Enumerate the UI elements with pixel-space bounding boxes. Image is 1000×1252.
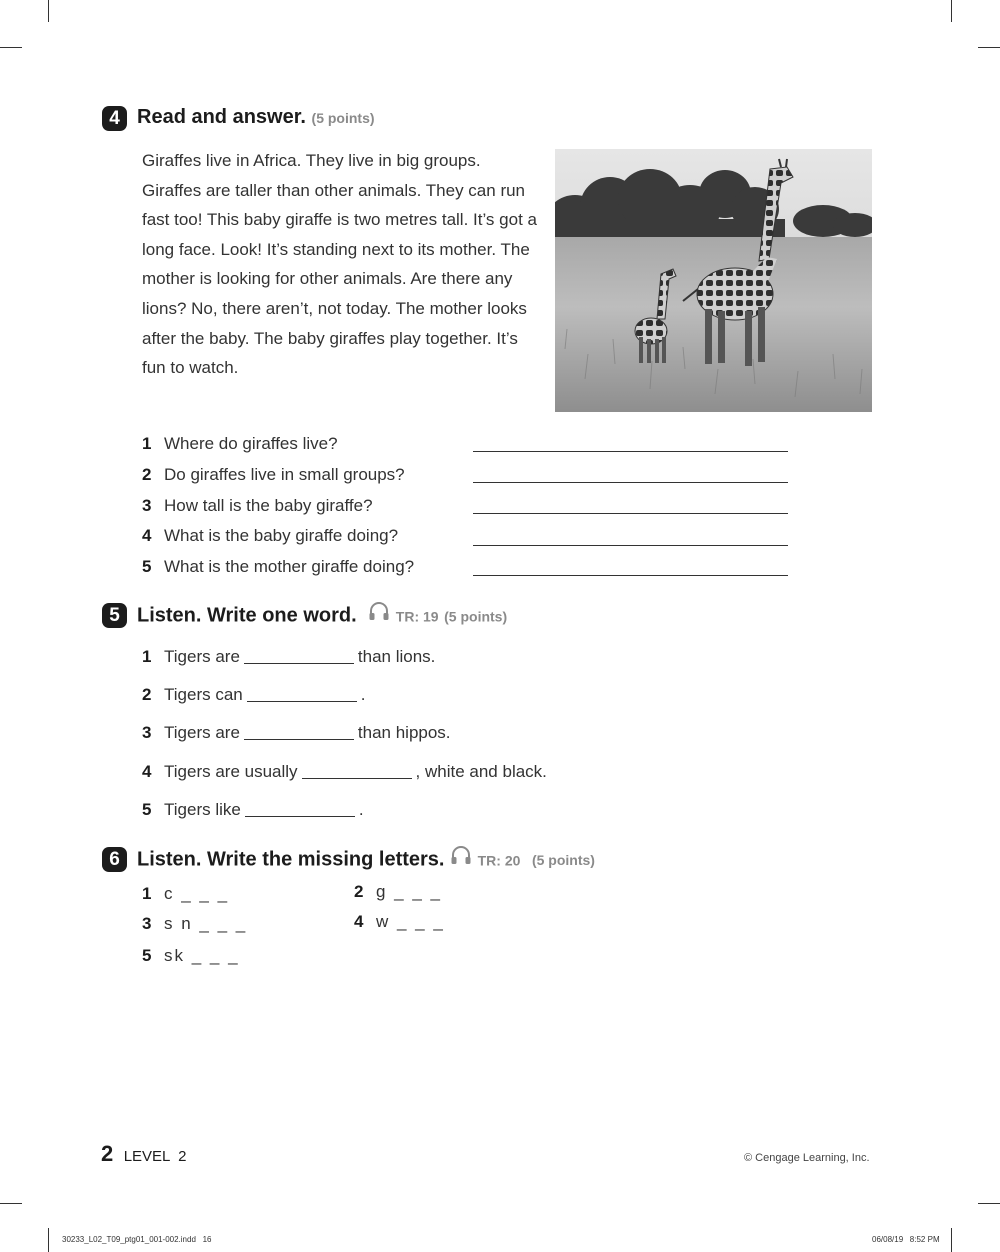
- answer-line-5[interactable]: [473, 575, 788, 576]
- question-3: [142, 496, 373, 516]
- question-text: How tall is the baby giraffe?: [164, 496, 373, 515]
- letters-prompt[interactable]: c _ _ _: [164, 884, 230, 903]
- blank-line[interactable]: [247, 701, 357, 702]
- crop-mark: [48, 0, 49, 22]
- blank-line[interactable]: [244, 663, 354, 664]
- answer-line-2[interactable]: [473, 482, 788, 483]
- item-number: 5: [142, 946, 152, 965]
- file-slug: 30233_L02_T09_ptg01_001-002.indd 16: [62, 1235, 212, 1244]
- page-footer: [101, 1141, 187, 1167]
- item-number: 3: [142, 914, 152, 933]
- item-after: , white and black.: [415, 762, 547, 781]
- page-number: 2: [101, 1141, 114, 1166]
- item-after: than lions.: [357, 647, 436, 666]
- question-1: [142, 434, 338, 454]
- fill-item-1: [142, 647, 435, 667]
- section-5-title: Listen. Write one word.: [137, 604, 357, 627]
- giraffe-photo-illustration: [555, 149, 872, 412]
- section-4-heading: [137, 106, 375, 129]
- section-4-title: Read and answer.: [137, 106, 306, 128]
- letters-item-2: [354, 882, 442, 902]
- headphones-icon[interactable]: [368, 601, 390, 627]
- crop-mark: [978, 1203, 1000, 1204]
- section-4-points: (5 points): [311, 110, 375, 126]
- question-text: Do giraffes live in small groups?: [164, 465, 405, 484]
- letters-prompt[interactable]: w _ _ _: [376, 912, 445, 931]
- crop-mark: [0, 47, 22, 48]
- item-number: 1: [142, 647, 152, 666]
- crop-mark: [978, 47, 1000, 48]
- fill-item-3: [142, 723, 451, 743]
- question-4: [142, 526, 398, 546]
- item-after: than hippos.: [357, 723, 451, 742]
- blank-line[interactable]: [244, 739, 354, 740]
- section-5-number: 5: [102, 603, 127, 628]
- fill-item-2: [142, 685, 365, 705]
- item-before: Tigers are usually: [164, 762, 298, 781]
- item-number: 3: [142, 723, 152, 742]
- reading-passage: Giraffes live in Africa. They live in big groups. Giraffes are taller than other animals. They can run fast too! This baby giraffe is two metres tall. It’s got a long face. Look! It’s standing next to its mother. The mother is looking for other animals. Are there any lions? No, there aren’t, not today. The mother looks after the baby. The baby giraffes play together. It’s fun to watch.: [142, 151, 537, 378]
- section-6-points: (5 points): [531, 852, 595, 869]
- section-6-track: TR: 20: [477, 852, 521, 869]
- crop-mark: [951, 0, 952, 22]
- section-6-heading: [137, 847, 595, 873]
- item-number: 4: [142, 762, 152, 781]
- fill-item-4: [142, 762, 547, 782]
- section-5-heading: [137, 603, 507, 629]
- crop-mark: [951, 1228, 952, 1252]
- letters-item-4: [354, 912, 445, 932]
- level-label: LEVEL 2: [123, 1148, 187, 1165]
- question-number: 2: [142, 465, 152, 484]
- item-before: Tigers can: [164, 685, 243, 704]
- item-number: 2: [142, 685, 152, 704]
- item-number: 5: [142, 800, 152, 819]
- letters-prompt[interactable]: sk _ _ _: [164, 946, 240, 965]
- item-after: .: [360, 685, 366, 704]
- headphones-icon[interactable]: [450, 845, 472, 871]
- print-stamp: 06/08/19 8:52 PM: [872, 1235, 940, 1244]
- section-4-number: 4: [102, 106, 127, 131]
- item-before: Tigers are: [164, 723, 240, 742]
- answer-line-3[interactable]: [473, 513, 788, 514]
- question-number: 4: [142, 526, 152, 545]
- letters-prompt[interactable]: s n _ _ _: [164, 914, 248, 933]
- fill-item-5: [142, 800, 364, 820]
- giraffe-photo: [555, 149, 872, 412]
- crop-mark: [48, 1228, 49, 1252]
- item-number: 4: [354, 912, 364, 931]
- question-number: 1: [142, 434, 152, 453]
- section-6-number: 6: [102, 847, 127, 872]
- letters-item-5: [142, 946, 240, 966]
- letters-item-1: [142, 884, 229, 904]
- item-after: .: [358, 800, 364, 819]
- question-number: 3: [142, 496, 152, 515]
- crop-mark: [0, 1203, 22, 1204]
- item-number: 1: [142, 884, 152, 903]
- answer-line-1[interactable]: [473, 451, 788, 452]
- question-text: Where do giraffes live?: [164, 434, 338, 453]
- letters-item-3: [142, 914, 247, 934]
- section-5-track: TR: 19: [395, 608, 439, 625]
- section-6-title: Listen. Write the missing letters.: [137, 848, 445, 871]
- answer-line-4[interactable]: [473, 545, 788, 546]
- copyright: © Cengage Learning, Inc.: [744, 1152, 870, 1164]
- question-text: What is the baby giraffe doing?: [164, 526, 399, 545]
- question-text: What is the mother giraffe doing?: [164, 557, 415, 576]
- blank-line[interactable]: [302, 778, 412, 779]
- item-number: 2: [354, 882, 364, 901]
- question-2: [142, 465, 405, 485]
- section-5-points: (5 points): [444, 608, 508, 625]
- blank-line[interactable]: [245, 816, 355, 817]
- item-before: Tigers like: [164, 800, 241, 819]
- question-number: 5: [142, 557, 152, 576]
- letters-prompt[interactable]: g _ _ _: [376, 882, 442, 901]
- item-before: Tigers are: [164, 647, 240, 666]
- question-5: [142, 557, 414, 577]
